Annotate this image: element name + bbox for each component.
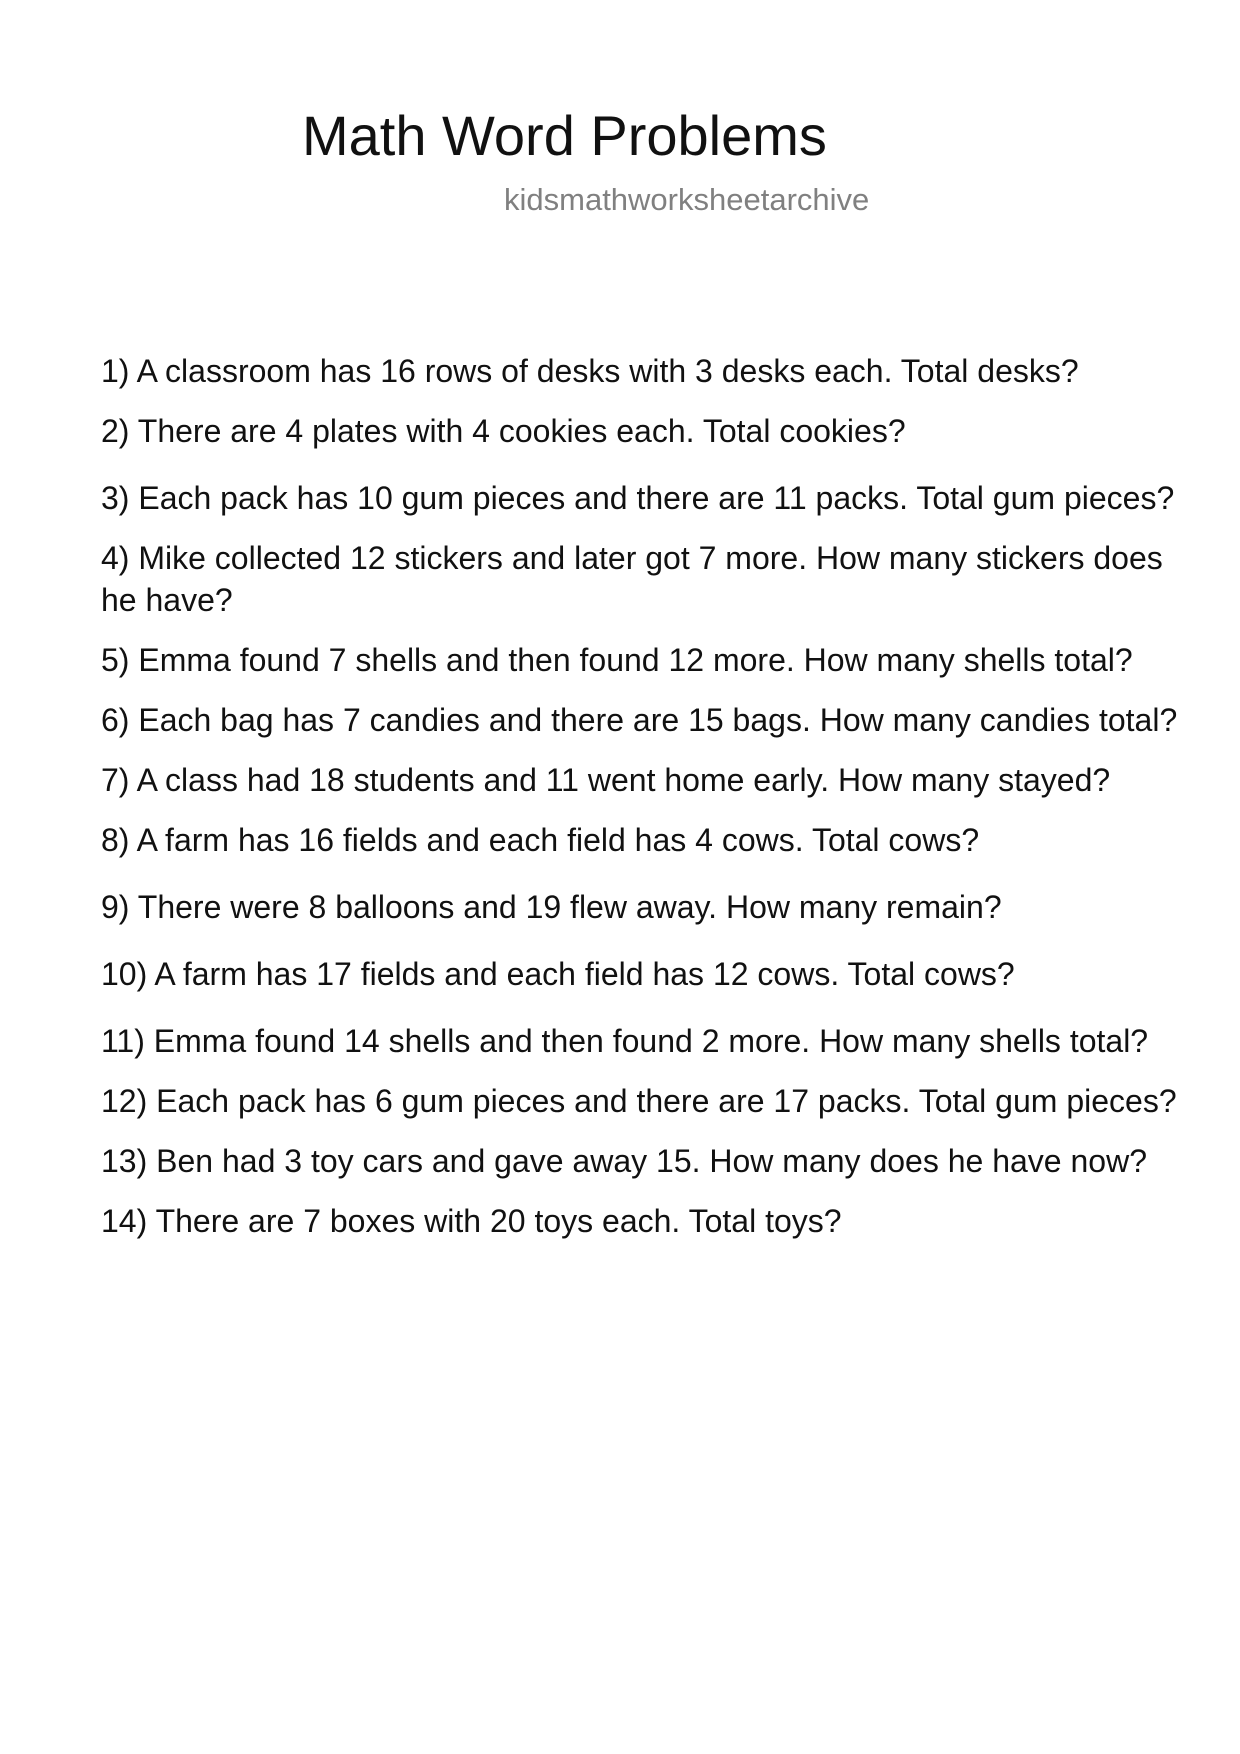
problem-item: 14) There are 7 boxes with 20 toys each. Total toys? <box>101 1203 842 1239</box>
problem-item: 8) A farm has 16 fields and each field has 4 cows. Total cows? <box>101 822 980 858</box>
problem-list <box>101 350 1181 1267</box>
problem-item: 3) Each pack has 10 gum pieces and there are 11 packs. Total gum pieces? <box>101 480 1175 516</box>
problem-item: 10) A farm has 17 fields and each field has 12 cows. Total cows? <box>101 956 1015 992</box>
problem-item: 5) Emma found 7 shells and then found 12 more. How many shells total? <box>101 642 1133 678</box>
source-label: kidsmathworksheetarchive <box>504 182 870 217</box>
problem-item: 13) Ben had 3 toy cars and gave away 15. How many does he have now? <box>101 1143 1147 1179</box>
problem-item: 1) A classroom has 16 rows of desks with 3 desks each. Total desks? <box>101 353 1079 389</box>
page-title: Math Word Problems <box>302 104 827 167</box>
problem-item: 12) Each pack has 6 gum pieces and there are 17 packs. Total gum pieces? <box>101 1083 1177 1119</box>
problem-item: 9) There were 8 balloons and 19 flew away. How many remain? <box>101 889 1002 925</box>
problem-item: 7) A class had 18 students and 11 went home early. How many stayed? <box>101 762 1111 798</box>
problem-item: 11) Emma found 14 shells and then found 2 more. How many shells total? <box>101 1023 1149 1059</box>
problem-item: 2) There are 4 plates with 4 cookies each. Total cookies? <box>101 413 906 449</box>
problem-item: 4) Mike collected 12 stickers and later got 7 more. How many stickers does he have? <box>101 540 1163 618</box>
problem-item: 6) Each bag has 7 candies and there are 15 bags. How many candies total? <box>101 702 1178 738</box>
